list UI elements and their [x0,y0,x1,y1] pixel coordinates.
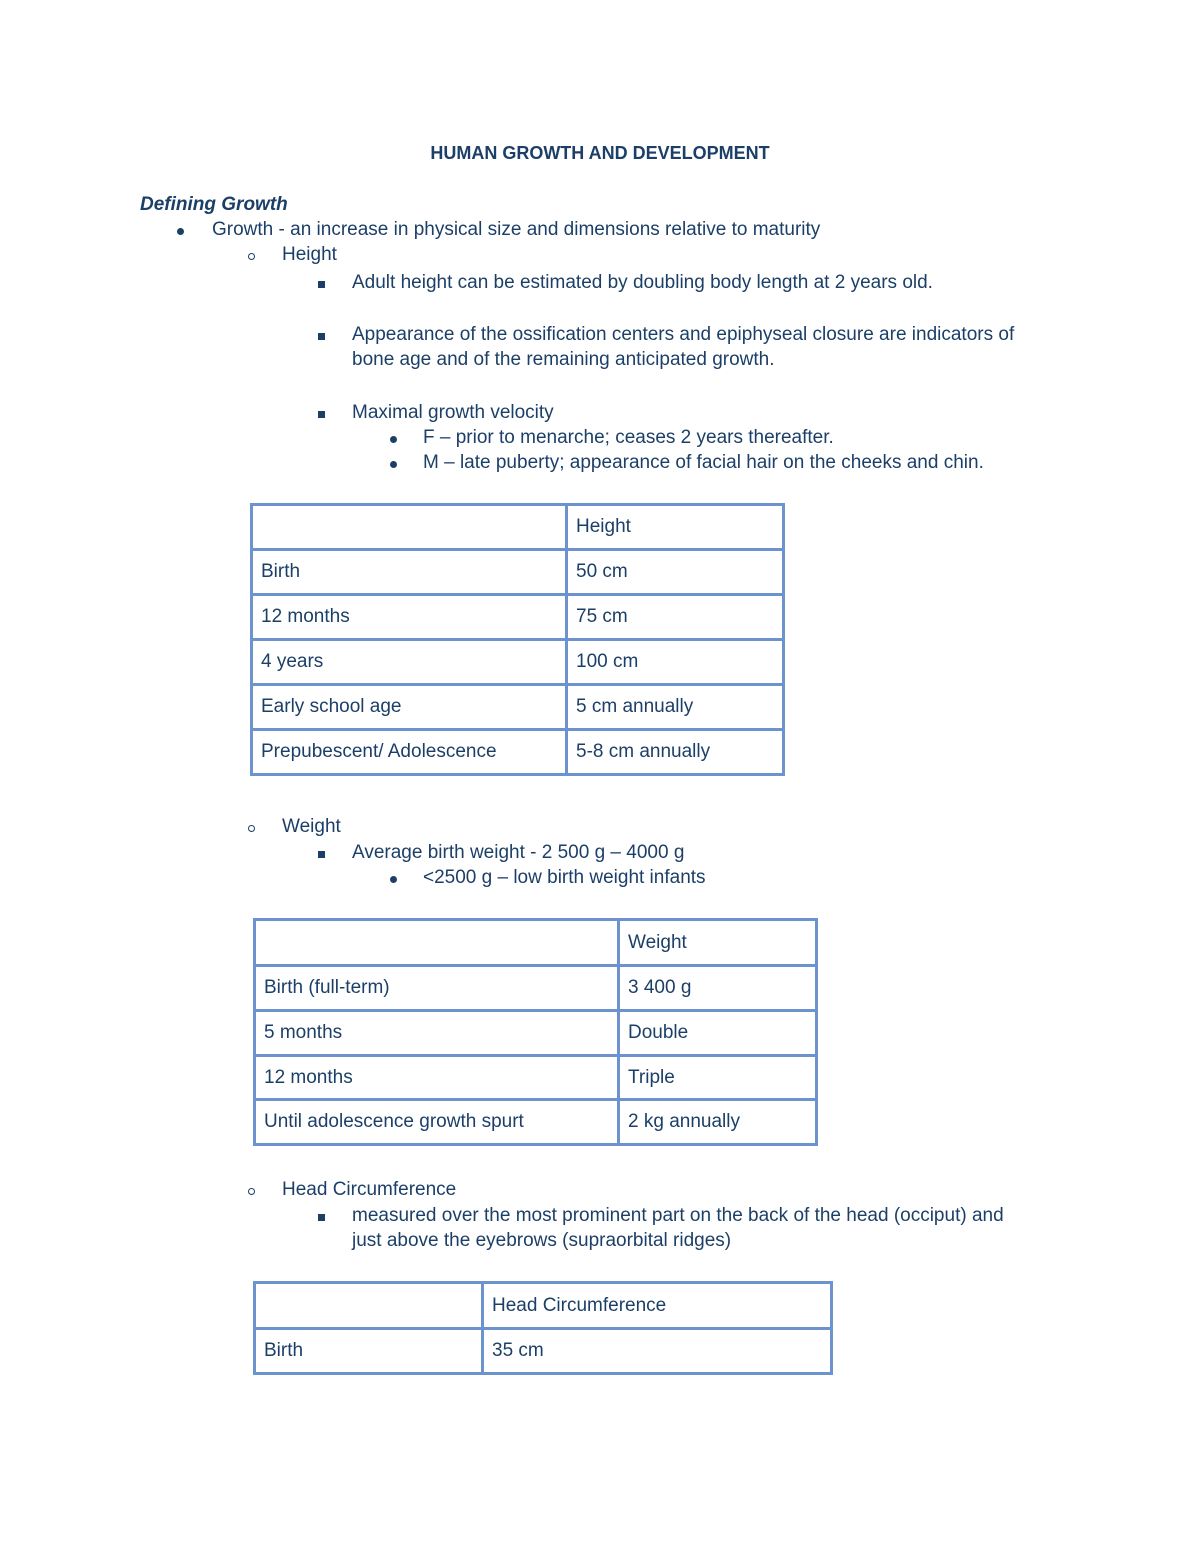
growth-definition: Growth - an increase in physical size and dimensions relative to maturity [212,219,821,240]
table-row [255,1100,817,1145]
table-row [255,1283,832,1329]
table-cell: Birth [252,550,567,595]
bullet-square-icon [318,851,325,858]
table-row [252,595,784,640]
table-header-cell: Head Circumference [483,1283,832,1329]
weight-point: Average birth weight - 2 500 g – 4000 g [352,842,685,863]
section-heading: Defining Growth [140,194,288,215]
table-row [252,550,784,595]
weight-table [253,918,818,1146]
table-cell: Early school age [252,685,567,730]
bullet-square-icon [318,333,325,340]
weight-sub: <2500 g – low birth weight infants [423,867,706,888]
bullet-circle-icon [248,253,255,260]
bullet-square-icon [318,1214,325,1221]
bullet-dot-icon [390,876,397,883]
table-cell: 3 400 g [619,966,817,1011]
table-row [255,1329,832,1374]
bullet-dot-icon [177,228,184,235]
table-cell: 4 years [252,640,567,685]
table-cell [255,1283,483,1329]
table-row [252,685,784,730]
bullet-dot-icon [390,461,397,468]
height-point: Maximal growth velocity [352,402,554,423]
bullet-dot-icon [390,436,397,443]
table-cell: 50 cm [567,550,784,595]
table-cell: 5-8 cm annually [567,730,784,775]
table-cell: Double [619,1011,817,1056]
table-cell: Birth (full-term) [255,966,619,1011]
bullet-circle-icon [248,825,255,832]
height-point-cont: bone age and of the remaining anticipated growth. [352,349,775,370]
height-label: Height [282,244,337,265]
table-cell: Until adolescence growth spurt [255,1100,619,1145]
table-cell: 5 months [255,1011,619,1056]
head-point-cont: just above the eyebrows (supraorbital ridges) [352,1230,732,1251]
table-cell: 2 kg annually [619,1100,817,1145]
head-label: Head Circumference [282,1179,457,1200]
table-row [255,966,817,1011]
velocity-item: F – prior to menarche; ceases 2 years thereafter. [423,427,834,448]
height-point: Appearance of the ossification centers and epiphyseal closure are indicators of [352,324,1015,345]
table-cell: Birth [255,1329,483,1374]
table-cell: 100 cm [567,640,784,685]
table-header-cell: Height [567,505,784,550]
table-cell: 12 months [255,1056,619,1100]
bullet-square-icon [318,411,325,418]
head-table [253,1281,833,1375]
head-point: measured over the most prominent part on the back of the head (occiput) and [352,1205,1004,1226]
velocity-item: M – late puberty; appearance of facial hair on the cheeks and chin. [423,452,984,473]
table-cell [255,920,619,966]
table-row [255,1011,817,1056]
page-title: HUMAN GROWTH AND DEVELOPMENT [430,143,770,163]
weight-label: Weight [282,816,341,837]
table-row [252,730,784,775]
bullet-circle-icon [248,1188,255,1195]
table-cell: Triple [619,1056,817,1100]
table-cell [252,505,567,550]
bullet-square-icon [318,281,325,288]
table-cell: Prepubescent/ Adolescence [252,730,567,775]
table-header-cell: Weight [619,920,817,966]
table-cell: 12 months [252,595,567,640]
table-row [252,640,784,685]
table-row [252,505,784,550]
table-row [255,1056,817,1100]
table-cell: 5 cm annually [567,685,784,730]
table-row [255,920,817,966]
height-point: Adult height can be estimated by doubling body length at 2 years old. [352,272,933,293]
height-table [250,503,785,776]
table-cell: 35 cm [483,1329,832,1374]
table-cell: 75 cm [567,595,784,640]
